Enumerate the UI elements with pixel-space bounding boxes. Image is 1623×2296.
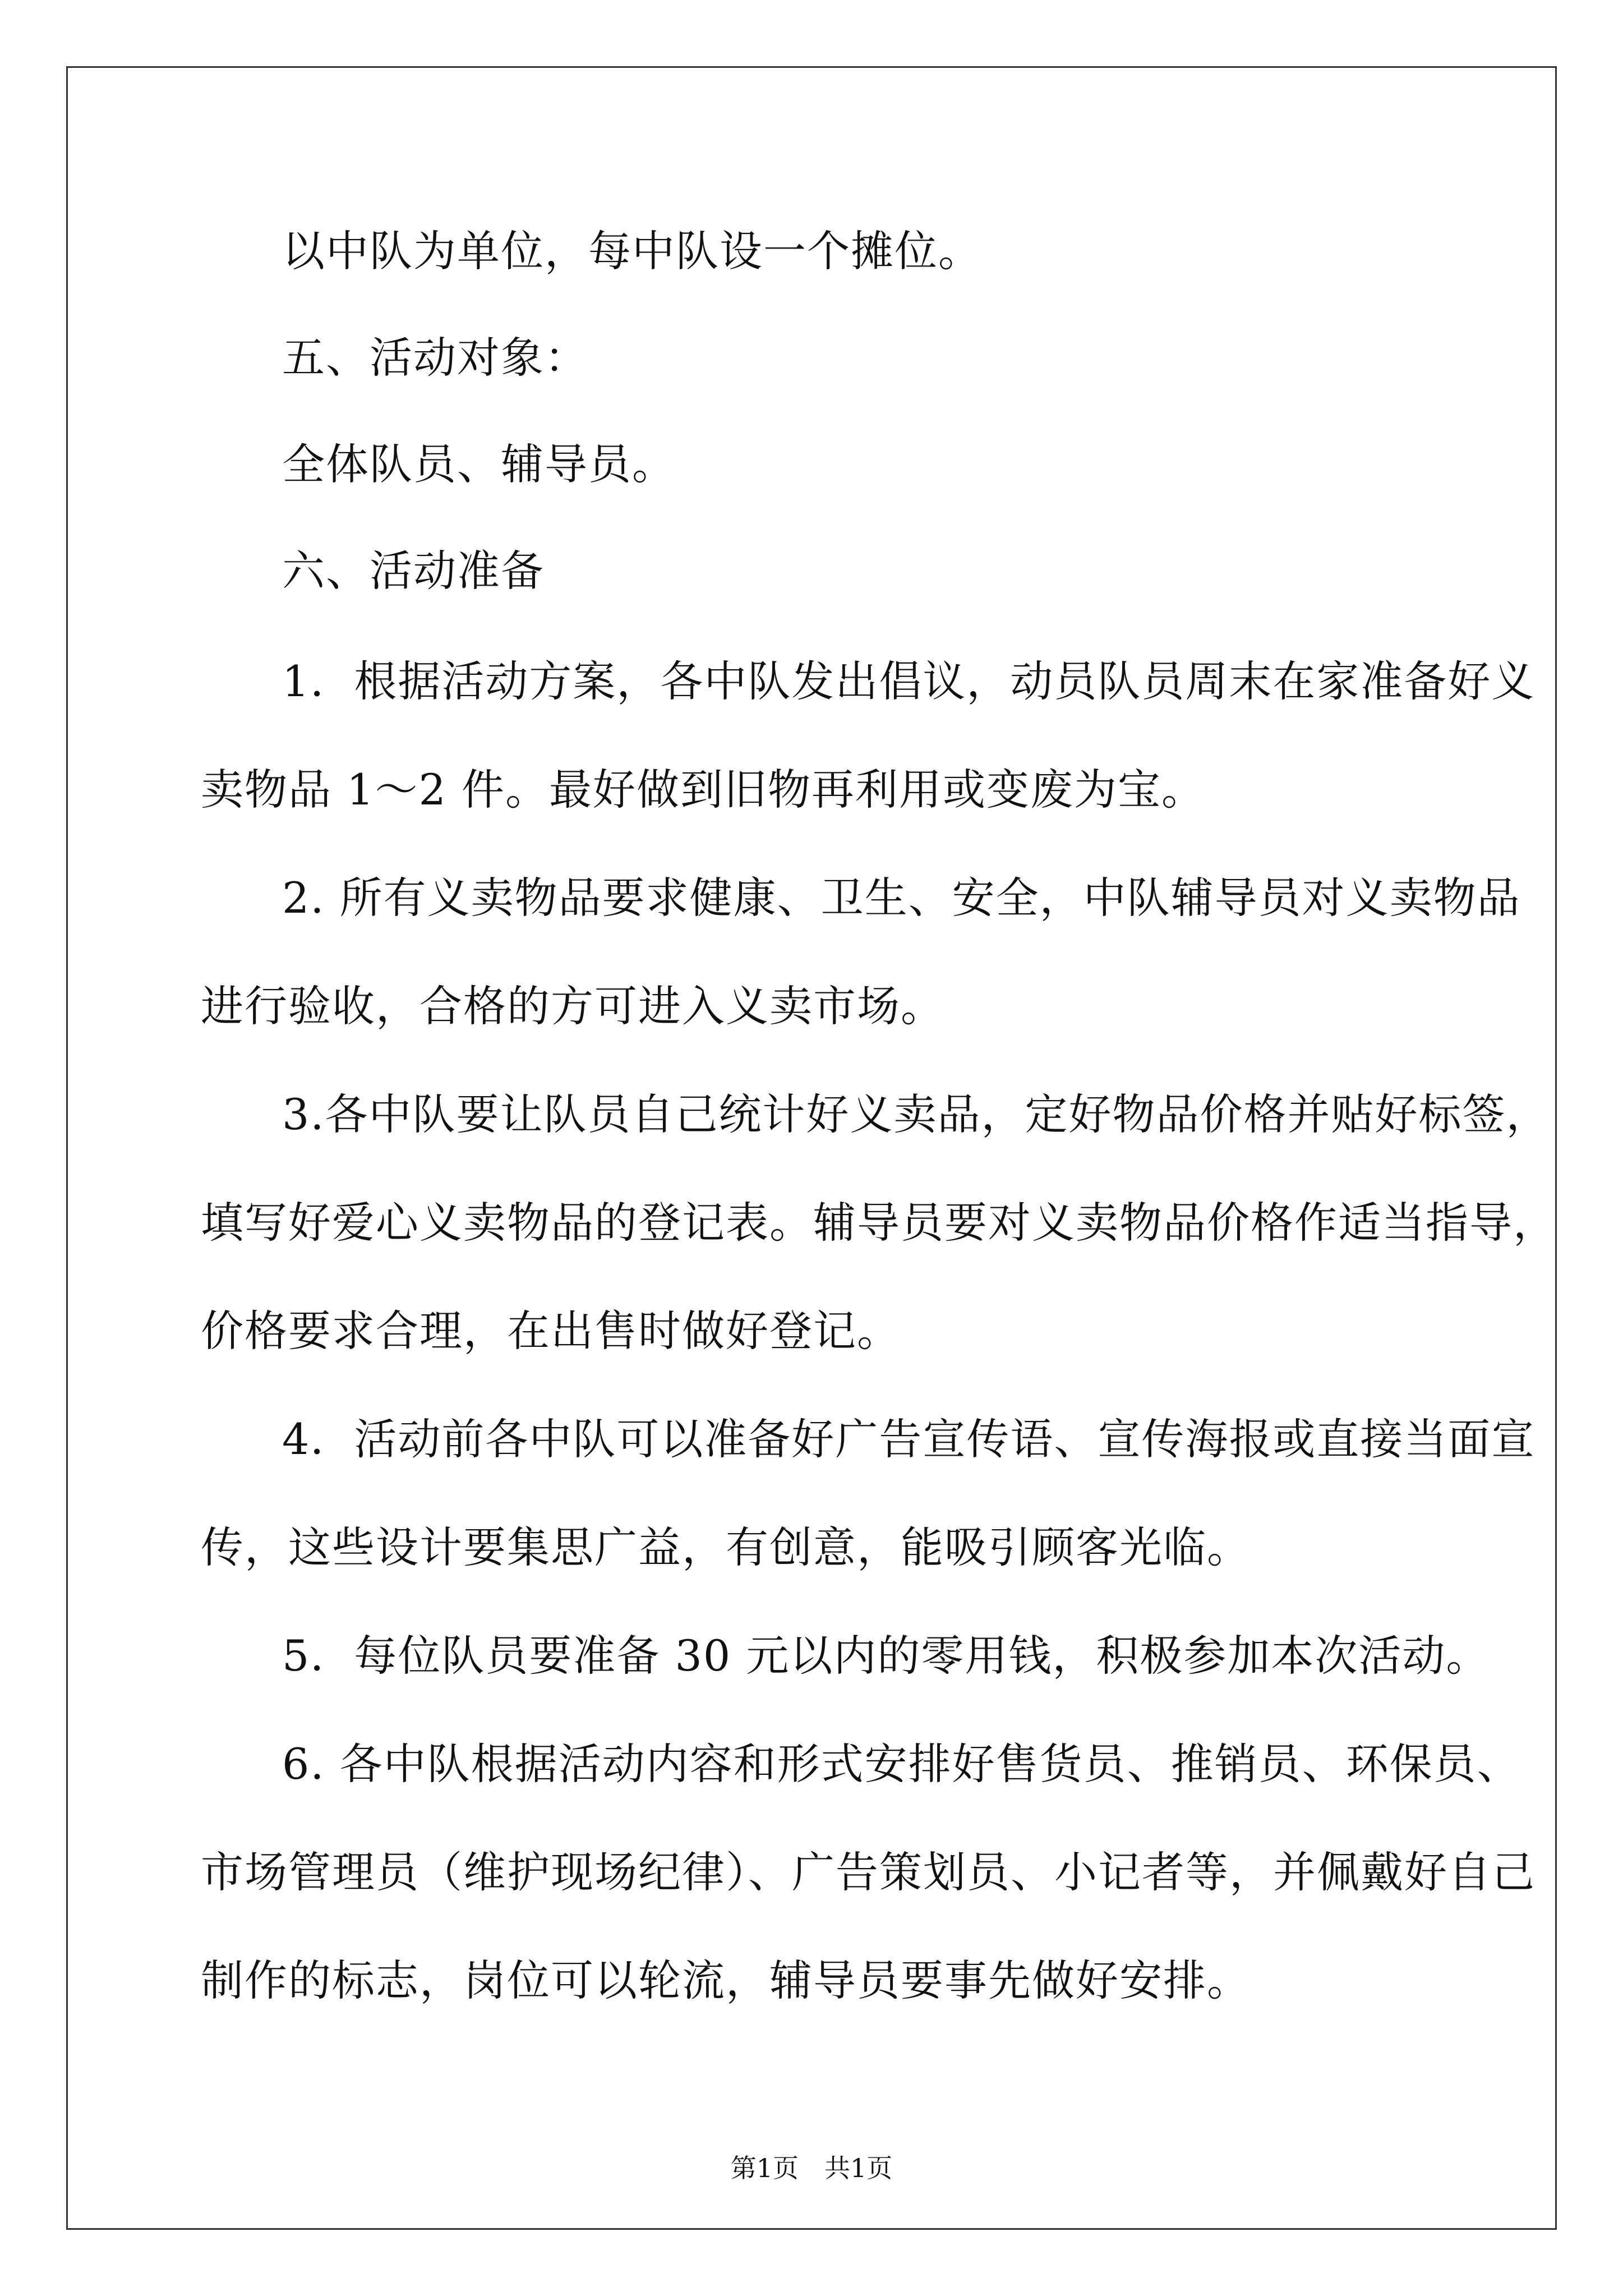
list-item-line: 卖物品 1～2 件。最好做到旧物再利用或变废为宝。 bbox=[201, 765, 1206, 815]
list-item-line: 3.各中队要让队员自己统计好义卖品，定好物品价格并贴好标签， bbox=[282, 1089, 1550, 1139]
list-item-line: 4．活动前各中队可以准备好广告宣传语、宣传海报或直接当面宣 bbox=[282, 1414, 1536, 1464]
section-heading: 六、活动准备 bbox=[282, 546, 545, 596]
page-number: 第1页 共1页 bbox=[730, 2153, 893, 2183]
list-item-line: 制作的标志，岗位可以轮流，辅导员要事先做好安排。 bbox=[201, 1955, 1251, 2005]
list-item-line: 市场管理员（维护现场纪律）、广告策划员、小记者等，并佩戴好自己 bbox=[201, 1847, 1536, 1897]
body-line: 以中队为单位，每中队设一个摊位。 bbox=[282, 226, 982, 276]
list-item-line: 6. 各中队根据活动内容和形式安排好售货员、推销员、环保员、 bbox=[282, 1739, 1521, 1789]
section-heading: 五、活动对象： bbox=[282, 333, 588, 383]
page-border bbox=[66, 66, 1557, 2230]
list-item-line: 5．每位队员要准备 30 元以内的零用钱，积极参加本次活动。 bbox=[282, 1631, 1490, 1681]
list-item-line: 传，这些设计要集思广益，有创意，能吸引顾客光临。 bbox=[201, 1522, 1251, 1572]
list-item-line: 2. 所有义卖物品要求健康、卫生、安全，中队辅导员对义卖物品 bbox=[282, 873, 1521, 923]
list-item-line: 价格要求合理，在出售时做好登记。 bbox=[201, 1306, 901, 1356]
list-item-line: 进行验收，合格的方可进入义卖市场。 bbox=[201, 981, 944, 1031]
list-item-line: 填写好爱心义卖物品的登记表。辅导员要对义卖物品价格作适当指导， bbox=[201, 1198, 1557, 1248]
body-line: 全体队员、辅导员。 bbox=[282, 439, 676, 489]
list-item-line: 1．根据活动方案，各中队发出倡议，动员队员周末在家准备好义 bbox=[282, 656, 1536, 706]
